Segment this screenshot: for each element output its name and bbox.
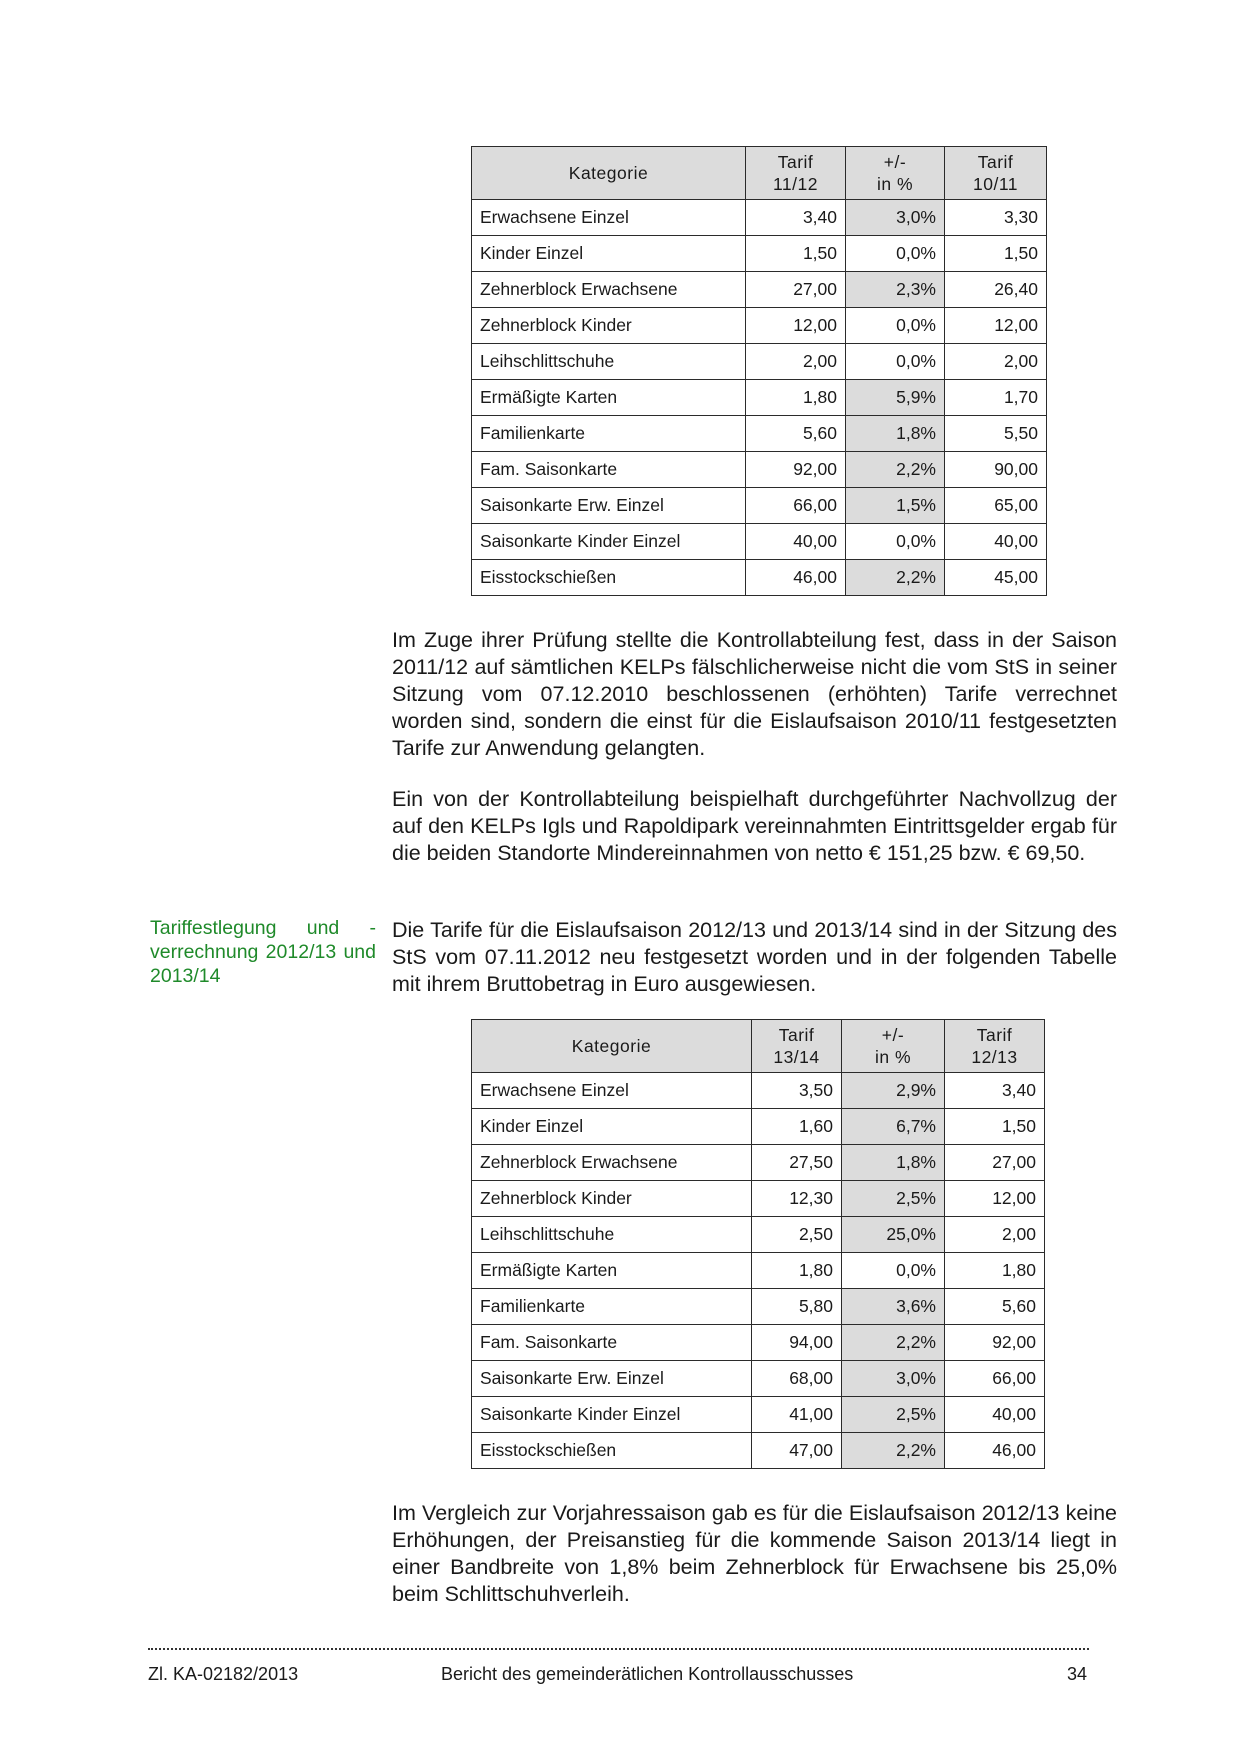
table-row (472, 560, 1047, 596)
table-row (472, 308, 1047, 344)
cell-category: Saisonkarte Kinder Einzel (472, 1397, 752, 1433)
header-change: +/- in % (846, 147, 945, 200)
cell-category: Erwachsene Einzel (472, 200, 746, 236)
table-row (472, 1325, 1045, 1361)
cell-category: Kinder Einzel (472, 1109, 752, 1145)
cell-tariff-new: 66,00 (746, 488, 846, 524)
cell-tariff-old: 1,80 (945, 1253, 1045, 1289)
cell-change: 2,2% (846, 452, 945, 488)
cell-category: Zehnerblock Kinder (472, 308, 746, 344)
cell-category: Saisonkarte Erw. Einzel (472, 1361, 752, 1397)
cell-category: Ermäßigte Karten (472, 1253, 752, 1289)
cell-tariff-old: 40,00 (945, 1397, 1045, 1433)
cell-tariff-old: 2,00 (945, 344, 1047, 380)
table-row (472, 1289, 1045, 1325)
header-tariff-new: Tarif 11/12 (746, 147, 846, 200)
cell-tariff-old: 5,60 (945, 1289, 1045, 1325)
cell-tariff-new: 47,00 (752, 1433, 842, 1469)
cell-category: Leihschlittschuhe (472, 1217, 752, 1253)
cell-change: 5,9% (846, 380, 945, 416)
paragraph-revenue-shortfall: Ein von der Kontrollabteilung beispielhaft durchgeführter Nachvollzug der auf den KELPs Igls und Rapoldipark vereinnahmten Eintrittsgelder ergab für die beiden Standorte Mindereinnahmen von netto € 151,25 bzw. € 69,50. (392, 787, 1117, 865)
cell-tariff-new: 27,50 (752, 1145, 842, 1181)
cell-tariff-new: 40,00 (746, 524, 846, 560)
cell-tariff-new: 5,60 (746, 416, 846, 452)
cell-change: 6,7% (842, 1109, 945, 1145)
cell-tariff-new: 1,60 (752, 1109, 842, 1145)
cell-tariff-new: 94,00 (752, 1325, 842, 1361)
cell-category: Familienkarte (472, 416, 746, 452)
cell-tariff-old: 12,00 (945, 1181, 1045, 1217)
table-row (472, 452, 1047, 488)
table-row (472, 200, 1047, 236)
cell-tariff-old: 45,00 (945, 560, 1047, 596)
cell-change: 3,0% (842, 1361, 945, 1397)
cell-tariff-old: 90,00 (945, 452, 1047, 488)
cell-tariff-new: 1,50 (746, 236, 846, 272)
cell-tariff-old: 1,50 (945, 1109, 1045, 1145)
footer-reference: Zl. KA-02182/2013 (148, 1664, 299, 1684)
footer-divider (148, 1648, 1089, 1650)
paragraph-price-comparison: Im Vergleich zur Vorjahressaison gab es für die Eislaufsaison 2012/13 keine Erhöhungen, der Preisanstieg für die kommende Saison 2013/14 liegt in einer Bandbreite von 1,8% beim Zehnerblock für Erwachsene bis 25,0% beim Schlittschuhverleih. (392, 1501, 1117, 1606)
cell-tariff-old: 92,00 (945, 1325, 1045, 1361)
table-header-row (472, 1020, 1045, 1073)
tariff-table-2013-14 (471, 1019, 1045, 1469)
cell-category: Zehnerblock Erwachsene (472, 272, 746, 308)
footer-title: Bericht des gemeinderätlichen Kontrollausschusses (441, 1664, 854, 1684)
cell-change: 2,5% (842, 1181, 945, 1217)
cell-category: Zehnerblock Erwachsene (472, 1145, 752, 1181)
paragraph-new-tariffs: Die Tarife für die Eislaufsaison 2012/13 und 2013/14 sind in der Sitzung des StS vom 07.11.2012 neu festgesetzt worden und in der folgenden Tabelle mit ihrem Bruttobetrag in Euro ausgewiesen. (392, 918, 1117, 996)
cell-category: Familienkarte (472, 1289, 752, 1325)
header-change: +/- in % (842, 1020, 945, 1073)
cell-tariff-new: 12,30 (752, 1181, 842, 1217)
cell-tariff-new: 46,00 (746, 560, 846, 596)
table-row (472, 488, 1047, 524)
cell-tariff-old: 5,50 (945, 416, 1047, 452)
cell-tariff-old: 27,00 (945, 1145, 1045, 1181)
cell-change: 3,6% (842, 1289, 945, 1325)
cell-category: Fam. Saisonkarte (472, 1325, 752, 1361)
cell-tariff-old: 66,00 (945, 1361, 1045, 1397)
cell-change: 25,0% (842, 1217, 945, 1253)
table-row (472, 1109, 1045, 1145)
cell-category: Fam. Saisonkarte (472, 452, 746, 488)
cell-tariff-new: 12,00 (746, 308, 846, 344)
cell-change: 2,2% (842, 1433, 945, 1469)
cell-tariff-new: 27,00 (746, 272, 846, 308)
paragraph-audit-finding: Im Zuge ihrer Prüfung stellte die Kontrollabteilung fest, dass in der Saison 2011/12 auf sämtlichen KELPs fälschlicherweise nicht die vom StS in seiner Sitzung vom 07.12.2010 beschlossenen (erhöhten) Tarife verrechnet worden sind, sondern die einst für die Eislaufsaison 2010/11 festgesetzten Tarife zur Anwendung gelangten. (392, 628, 1117, 760)
table-row (472, 272, 1047, 308)
cell-category: Ermäßigte Karten (472, 380, 746, 416)
cell-tariff-new: 5,80 (752, 1289, 842, 1325)
cell-change: 1,8% (846, 416, 945, 452)
cell-tariff-new: 1,80 (752, 1253, 842, 1289)
table-row (472, 344, 1047, 380)
cell-category: Saisonkarte Kinder Einzel (472, 524, 746, 560)
header-tariff-new: Tarif 13/14 (752, 1020, 842, 1073)
table-row (472, 1253, 1045, 1289)
cell-tariff-old: 46,00 (945, 1433, 1045, 1469)
cell-tariff-old: 12,00 (945, 308, 1047, 344)
cell-tariff-old: 2,00 (945, 1217, 1045, 1253)
sidebar-note: Tariffestlegung und -verrechnung 2012/13 und 2013/14 (150, 917, 376, 987)
table-row (472, 416, 1047, 452)
cell-change: 1,8% (842, 1145, 945, 1181)
table-row (472, 380, 1047, 416)
cell-change: 2,5% (842, 1397, 945, 1433)
cell-category: Erwachsene Einzel (472, 1073, 752, 1109)
cell-tariff-new: 3,50 (752, 1073, 842, 1109)
cell-tariff-old: 1,50 (945, 236, 1047, 272)
cell-tariff-old: 40,00 (945, 524, 1047, 560)
header-category: Kategorie (472, 147, 746, 200)
cell-change: 0,0% (842, 1253, 945, 1289)
cell-change: 0,0% (846, 308, 945, 344)
cell-tariff-new: 2,50 (752, 1217, 842, 1253)
cell-change: 3,0% (846, 200, 945, 236)
cell-change: 2,3% (846, 272, 945, 308)
table-row (472, 236, 1047, 272)
cell-change: 1,5% (846, 488, 945, 524)
cell-change: 0,0% (846, 344, 945, 380)
cell-tariff-new: 68,00 (752, 1361, 842, 1397)
cell-change: 0,0% (846, 236, 945, 272)
cell-category: Leihschlittschuhe (472, 344, 746, 380)
page-number: 34 (1067, 1664, 1088, 1684)
header-tariff-old: Tarif 10/11 (945, 147, 1047, 200)
table-row (472, 1217, 1045, 1253)
cell-category: Saisonkarte Erw. Einzel (472, 488, 746, 524)
table-row (472, 1397, 1045, 1433)
cell-category: Kinder Einzel (472, 236, 746, 272)
cell-category: Eisstockschießen (472, 1433, 752, 1469)
cell-category: Eisstockschießen (472, 560, 746, 596)
cell-category: Zehnerblock Kinder (472, 1181, 752, 1217)
header-category: Kategorie (472, 1020, 752, 1073)
table-row (472, 1073, 1045, 1109)
cell-tariff-old: 1,70 (945, 380, 1047, 416)
cell-change: 0,0% (846, 524, 945, 560)
cell-tariff-new: 2,00 (746, 344, 846, 380)
tariff-table-2011-12 (471, 146, 1047, 596)
cell-tariff-old: 26,40 (945, 272, 1047, 308)
table-row (472, 1361, 1045, 1397)
cell-tariff-old: 3,30 (945, 200, 1047, 236)
cell-tariff-new: 1,80 (746, 380, 846, 416)
table-header-row (472, 147, 1047, 200)
cell-tariff-new: 3,40 (746, 200, 846, 236)
cell-tariff-new: 41,00 (752, 1397, 842, 1433)
cell-tariff-old: 65,00 (945, 488, 1047, 524)
table-row (472, 1181, 1045, 1217)
cell-tariff-new: 92,00 (746, 452, 846, 488)
cell-tariff-old: 3,40 (945, 1073, 1045, 1109)
cell-change: 2,2% (846, 560, 945, 596)
header-tariff-old: Tarif 12/13 (945, 1020, 1045, 1073)
table-row (472, 1145, 1045, 1181)
cell-change: 2,9% (842, 1073, 945, 1109)
table-row (472, 1433, 1045, 1469)
cell-change: 2,2% (842, 1325, 945, 1361)
table-row (472, 524, 1047, 560)
